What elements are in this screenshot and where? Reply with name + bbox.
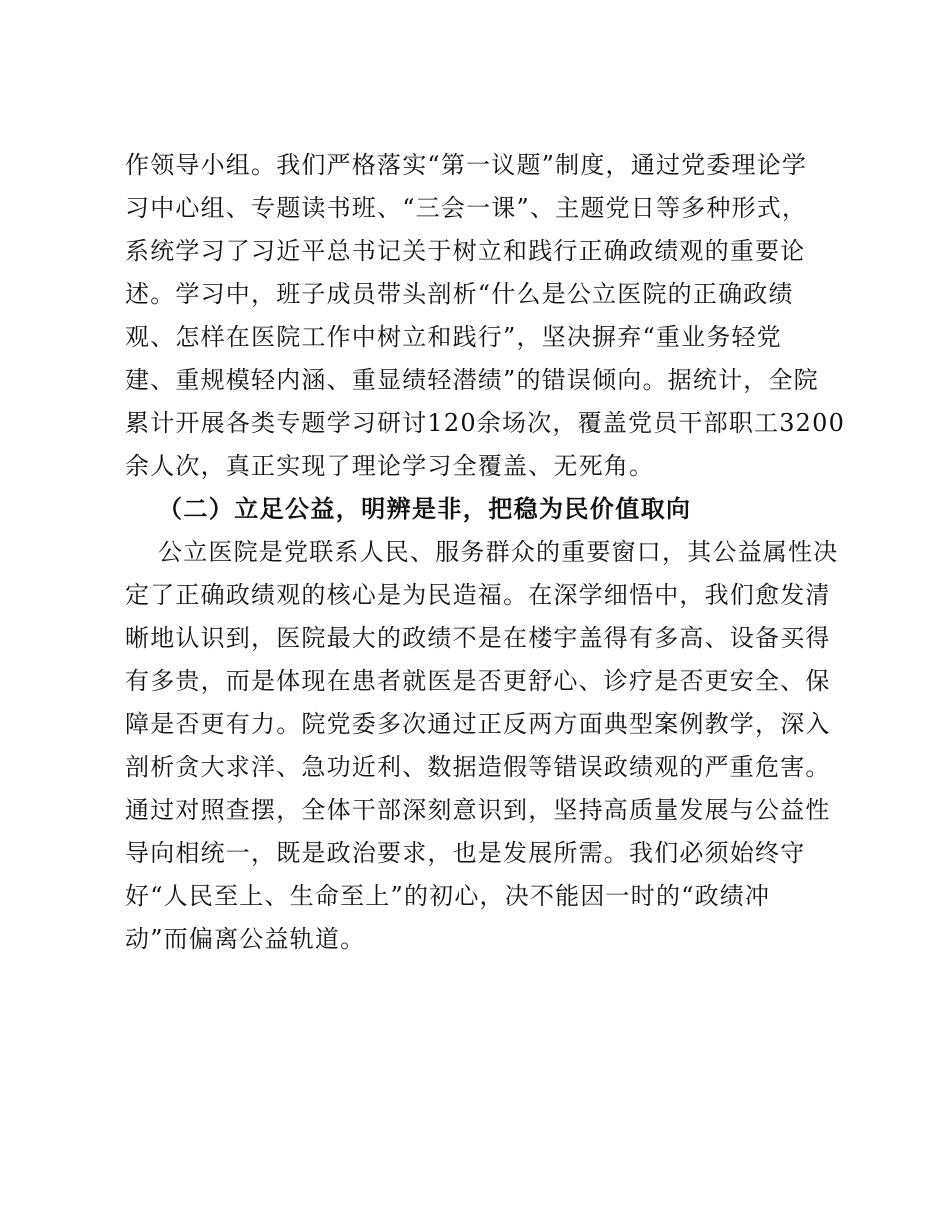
paragraph-2-line-10: 动”而偏离公益轨道。 bbox=[125, 925, 366, 953]
paragraph-1-line-3: 系统学习了习近平总书记关于树立和践行正确政绩观的重要论 bbox=[125, 237, 806, 265]
paragraph-2-line-5: 障是否更有力。院党委多次通过正反两方面典型案例教学，深入 bbox=[125, 710, 831, 738]
paragraph-1-line-6: 建、重规模轻内涵、重显绩轻潜绩”的错误倾向。据统计，全院 bbox=[125, 366, 819, 394]
paragraph-2-line-1: 公立医院是党联系人民、服务群众的重要窗口，其公益属性决 bbox=[158, 538, 839, 566]
paragraph-1-line-1: 作领导小组。我们严格落实“第一议题”制度，通过党委理论学 bbox=[125, 151, 808, 179]
section-heading: （二）立足公益，明辨是非，把稳为民价值取向 bbox=[158, 494, 692, 523]
paragraph-2-line-4: 有多贵，而是体现在患者就医是否更舒心、诊疗是否更安全、保 bbox=[125, 667, 831, 695]
paragraph-2-line-9: 好“人民至上、生命至上”的初心，决不能因一时的“政绩冲 bbox=[125, 882, 771, 910]
paragraph-2-line-3: 晰地认识到，医院最大的政绩不是在楼宇盖得有多高、设备买得 bbox=[125, 624, 831, 652]
paragraph-2-line-7: 通过对照查摆，全体干部深刻意识到，坚持高质量发展与公益性 bbox=[125, 796, 831, 824]
paragraph-2-line-2: 定了正确政绩观的核心是为民造福。在深学细悟中，我们愈发清 bbox=[125, 581, 831, 609]
paragraph-1-line-4: 述。学习中，班子成员带头剖析“什么是公立医院的正确政绩 bbox=[125, 280, 794, 308]
paragraph-1-line-7: 累计开展各类专题学习研讨120余场次，覆盖党员干部职工3200 bbox=[125, 409, 846, 437]
paragraph-2-line-6: 剖析贪大求洋、急功近利、数据造假等错误政绩观的严重危害。 bbox=[125, 753, 831, 781]
paragraph-1-line-2: 习中心组、专题读书班、“三会一课”、主题党日等多种形式， bbox=[125, 194, 808, 222]
paragraph-2-line-8: 导向相统一，既是政治要求，也是发展所需。我们必须始终守 bbox=[125, 839, 806, 867]
paragraph-1-line-8: 余人次，真正实现了理论学习全覆盖、无死角。 bbox=[125, 452, 655, 480]
paragraph-1-line-5: 观、怎样在医院工作中树立和践行”，坚决摒弃“重业务轻党 bbox=[125, 323, 782, 351]
